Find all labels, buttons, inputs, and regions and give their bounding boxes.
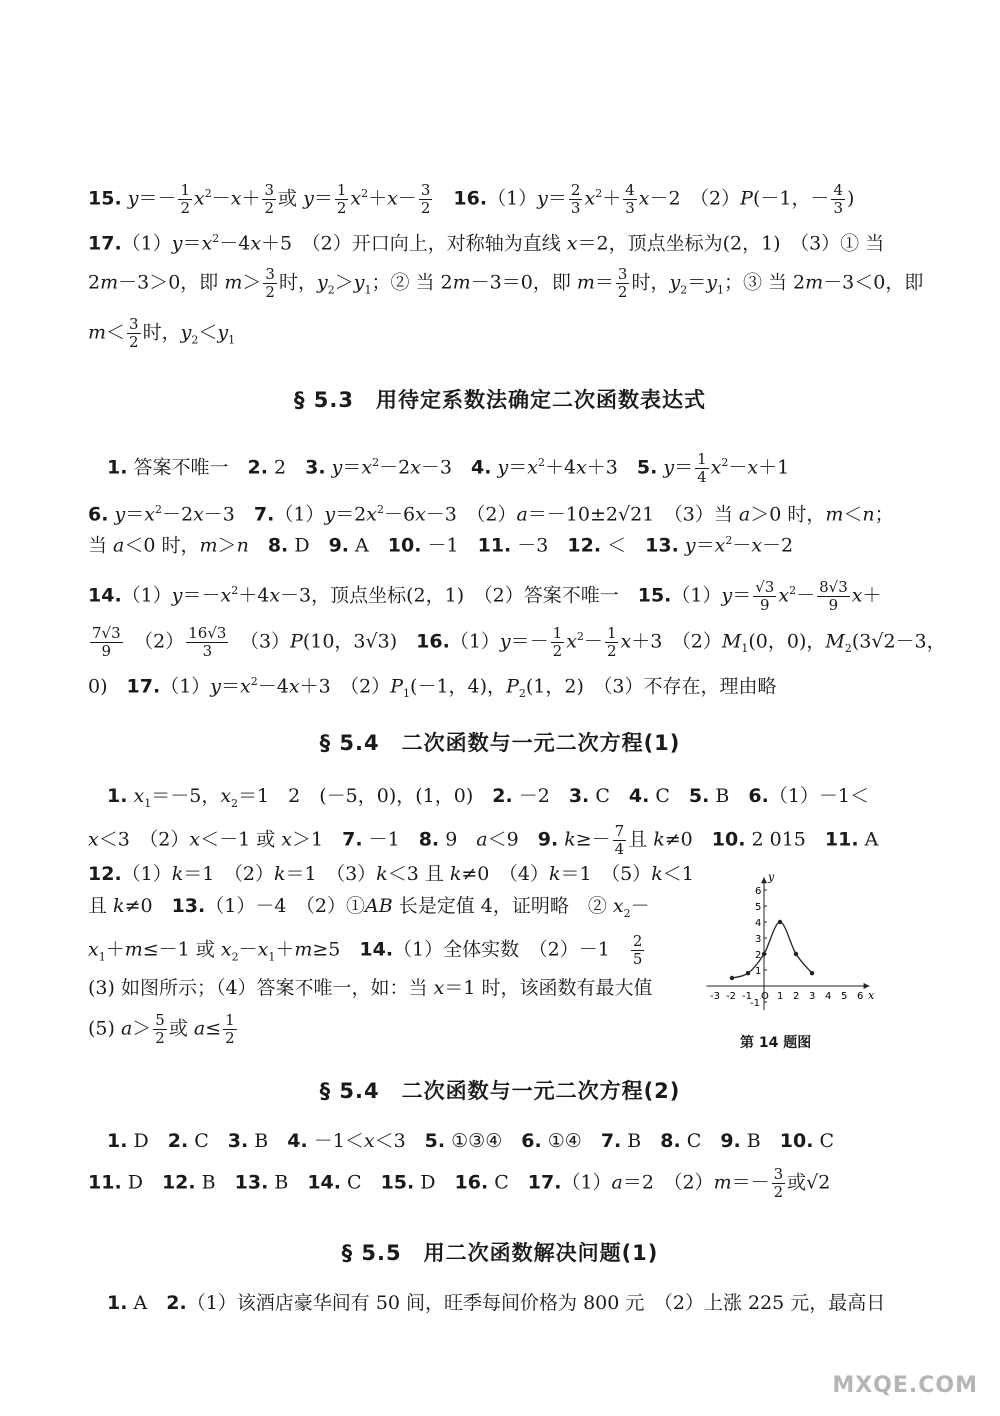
y-axis-arrow — [761, 877, 767, 883]
section-heading-5-4-2: § 5.4 二次函数与一元二次方程(2) — [319, 1079, 681, 1103]
answer-line-s53b: 6. $y=x^2-2x-3$ $7.(1)y=2x^2-6x-3$ （2）a＝－10±2√21 （3）当 a＞0 时，m＜n； — [88, 503, 894, 526]
answer-line-s541f: (3) 如图所示；（4）答案不唯一，如：当 x＝1 时，该函数有最大值 — [88, 977, 653, 999]
x-tick-label: 6 — [857, 991, 864, 1002]
x-tick-label: -2 — [726, 991, 736, 1002]
answer-line-s541e: $x_1+m\le-1$ 或 $x_2-x_1+m\ge 5$ 14.（1）全体实数 （2）－1 $\frac{2}{5}$ — [88, 932, 643, 968]
data-point — [810, 971, 814, 975]
answer-line-s541c: 12.（1）k＝1 （2）k＝1 （3）k＜3 且 k≠0 （4）k＝1 （5）k＜1 — [88, 863, 694, 885]
x-tick-label: 2 — [793, 991, 800, 1002]
function-graph — [692, 858, 892, 1028]
section-heading-5-4-1: § 5.4 二次函数与一元二次方程(1) — [319, 731, 681, 755]
data-point — [730, 976, 734, 980]
y-tick-label: -1 — [750, 998, 760, 1009]
watermark-logo: MXQE.COM — [832, 1373, 978, 1398]
data-point — [746, 971, 750, 975]
x-tick-label: O — [761, 991, 769, 1002]
y-tick-label: 2 — [755, 950, 762, 961]
answer-line-s53e: $\frac{7√3}{9}$ （2） $\frac{16√3}{3}$ （3）P(10，3√3) 16.（1）y＝－ $\frac{1}{2}$ $x^2-$ $\frac{1}{2}$ x＋3 $(2)M_1(0$，0)，$M_2(3√2-3$， — [92, 623, 946, 660]
data-point — [778, 920, 782, 924]
y-axis-label: y — [768, 870, 775, 884]
x-tick-label: 1 — [777, 991, 784, 1002]
section-heading-5-3: § 5.3 用待定系数法确定二次函数表达式 — [293, 388, 706, 412]
answer-line-s55a: 1. A 2.（1）该酒店豪华间有 50 间，旺季每间价格为 800 元 （2）上涨 225 元，最高日 — [107, 1292, 886, 1314]
y-tick-label: 3 — [755, 934, 762, 945]
y-tick-label: 4 — [755, 918, 762, 929]
section-heading-5-5-1: § 5.5 用二次函数解决问题(1) — [341, 1241, 659, 1265]
answer-line-s541d: 且 k≠0 13.（1）－4 （2）①AB 长是定值 4，证明略 ② $x_2-$ — [88, 895, 650, 920]
answer-line-s542a: 1. D 2. C 3. B 4. －1＜x＜3 5. ①③④ 6. ①④ 7. B 8. C 9. B 10. C — [107, 1130, 835, 1152]
answer-line-s541a: 1. $x_1=-5$，$x_2=1$ 2 (－5，0)，(1，0) 2. －2 3. C 4. C 5. B 6.（1）－1＜ — [107, 785, 869, 810]
x-tick-label: -3 — [710, 991, 720, 1002]
series-curve — [732, 922, 812, 978]
answer-line-l17c: m＜ $\frac{3}{2}$ 时，$y_2<y_1$ — [88, 315, 236, 351]
x-tick-label: 3 — [809, 991, 816, 1002]
x-tick-label: 4 — [825, 991, 832, 1002]
y-tick-label: 5 — [755, 902, 762, 913]
data-point — [762, 952, 766, 956]
answer-line-s53c: 当 a＜0 时，m＞n 8. D 9. A 10. －1 11. －3 12. ＜ 13. $y=x^2-x-2$ — [88, 534, 794, 557]
x-tick-label: -1 — [742, 991, 752, 1002]
answer-line-l17a: $17.(1)y=x^2-4x+5$ （2）开口向上，对称轴为直线 x＝2，顶点坐标为(2，1) （3）① 当 — [88, 232, 885, 255]
answer-line-s53d: $14.(1)y=-x^2+4x-3$，顶点坐标(2，1) （2）答案不唯一 15.（1）y＝ $\frac{√3}{9}$ $x^2-$ $\frac{8√3}{9}$ x＋ — [88, 577, 882, 614]
figure-14-graph — [692, 858, 892, 1058]
answer-line-s541g: (5) a＞ $\frac{5}{2}$ 或 a≤ $\frac{1}{2}$ — [88, 1011, 235, 1047]
x-tick-label: 5 — [841, 991, 848, 1002]
y-tick-label: 6 — [755, 886, 762, 897]
answer-line-s542b: 11. D 12. B 13. B 14. C 15. D 16. C 17.（1）a＝2 （2）m＝－ $\frac{3}{2}$ 或√2 — [88, 1165, 831, 1201]
figure-caption: 第 14 题图 — [740, 1035, 812, 1051]
answer-line-l15a: 15. y＝－ $\frac{1}{2}$ $x^2-x+$ $\frac{3}{2}$ 或 y＝ $\frac{1}{2}$ $x^2+x-$ $\frac{3}{2}$ 16.（1）y＝ $\frac{2}{3}$ $x^2+$ $\frac{4}{3}$ x－2 （2）P(－1，－ $\frac{4}{3}$ ) — [88, 180, 855, 217]
data-point — [794, 952, 798, 956]
x-axis-label: x — [868, 989, 875, 1002]
answer-line-s53a: 1. 答案不唯一 2. 2 3. $y=x^2-2x-3$ 4. $y=x^2+4x+3$ 5. y＝ $\frac{1}{4}$ $x^2-x+1$ — [107, 449, 790, 486]
y-tick-label: 1 — [755, 966, 762, 977]
answer-line-l17b: 2m－3＞0，即 m＞ $\frac{3}{2}$ 时，$y_2>y_1$；② 当 2m－3＝0，即 m＝ $\frac{3}{2}$ 时，$y_2=y_1$；③ 当 2m－3＜0，即 — [88, 265, 924, 301]
answer-line-s541b: x＜3 （2）x＜－1 或 x＞1 7. －1 8. 9 a＜9 9. k≥－ $\frac{7}{4}$ 且 k≠0 10. 2 015 11. A — [88, 822, 879, 858]
answer-line-s53f: 0) $17.(1)y=x^2-4x+3$ $(2)P_1(-1$，4)，$P_2(1$，2) （3）不存在，理由略 — [88, 675, 777, 701]
